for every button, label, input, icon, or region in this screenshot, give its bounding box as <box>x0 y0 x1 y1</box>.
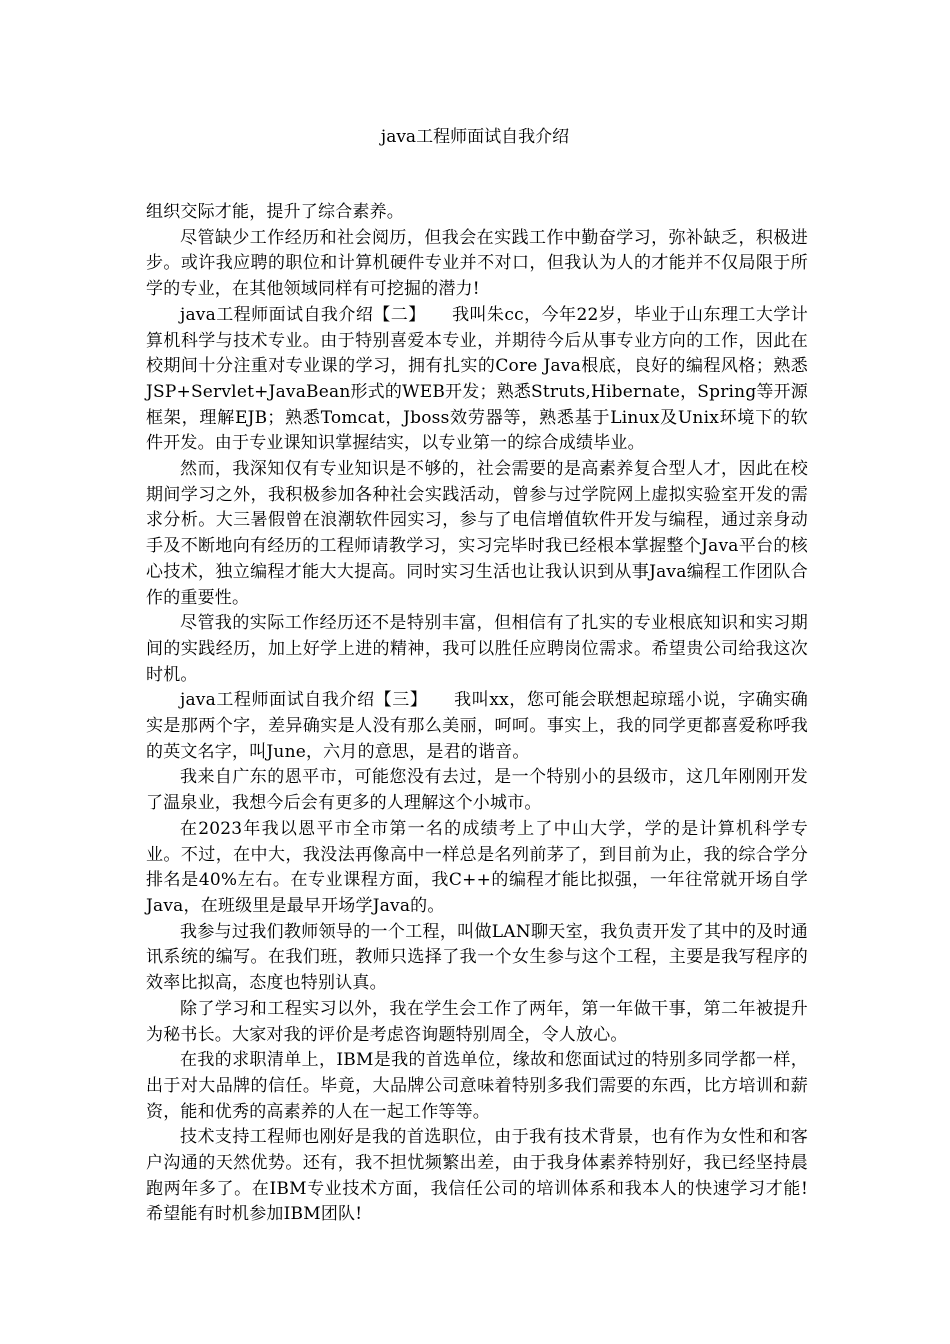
paragraph: 除了学习和工程实习以外，我在学生会工作了两年，第一年做干事，第二年被提升为秘书长。大家对我的评价是考虑咨询题特别周全，令人放心。 <box>146 998 808 1045</box>
paragraph: 技术支持工程师也刚好是我的首选职位，由于我有技术背景，也有作为女性和和客户沟通的天然优势。还有，我不担忧频繁出差，由于我身体素养特别好，我已经坚持晨跑两年多了。在IBM专业技术方面，我信任公司的培训体系和我本人的快速学习才能!希望能有时机参加IBM团队! <box>146 1127 808 1225</box>
paragraph: 尽管缺少工作经历和社会阅历，但我会在实践工作中勤奋学习，弥补缺乏，积极进步。或许我应聘的职位和计算机硬件专业并不对口，但我认为人的才能并不仅局限于所学的专业，在其他领域同样有可挖掘的潜力! <box>146 227 808 300</box>
paragraph: 然而，我深知仅有专业知识是不够的，社会需要的是高素养复合型人才，因此在校期间学习之外，我积极参加各种社会实践活动，曾参与过学院网上虚拟实验室开发的需求分析。大三暑假曾在浪潮软件园实习，参与了电信增值软件开发与编程，通过亲身动手及不断地向有经历的工程师请教学习，实习完毕时我已经根本掌握整个Java平台的核心技术，独立编程才能大大提高。同时实习生活也让我认识到从事Java编程工作团队合作的重要性。 <box>146 459 808 608</box>
document-body <box>146 200 808 1228</box>
paragraph: java工程师面试自我介绍【三】 我叫xx，您可能会联想起琼瑶小说，字确实确实是那两个字，差异确实是人没有那么美丽，呵呵。事实上，我的同学更都喜爱称呼我的英文名字，叫June，六月的意思，是君的谐音。 <box>146 690 808 762</box>
paragraph: 在2023年我以恩平市全市第一名的成绩考上了中山大学，学的是计算机科学专业。不过，在中大，我没法再像高中一样总是名列前茅了，到目前为止，我的综合学分排名是40%左右。在专业课程方面，我C++的编程才能比拟强，一年往常就开场自学Java，在班级里是最早开场学Java的。 <box>146 818 808 916</box>
paragraph: 我来自广东的恩平市，可能您没有去过，是一个特别小的县级市，这几年刚刚开发了温泉业，我想今后会有更多的人理解这个小城市。 <box>146 767 808 814</box>
paragraph: 尽管我的实际工作经历还不是特别丰富，但相信有了扎实的专业根底知识和实习期间的实践经历，加上好学上进的精神，我可以胜任应聘岗位需求。希望贵公司给我这次时机。 <box>146 613 808 685</box>
paragraph: 我参与过我们教师领导的一个工程，叫做LAN聊天室，我负责开发了其中的及时通讯系统的编写。在我们班，教师只选择了我一个女生参与这个工程，主要是我写程序的效率比拟高，态度也特别认真。 <box>146 921 808 994</box>
paragraph: 组织交际才能，提升了综合素养。 <box>146 202 404 222</box>
paragraph: 在我的求职清单上，IBM是我的首选单位，缘故和您面试过的特别多同学都一样，出于对大品牌的信任。毕竟，大品牌公司意味着特别多我们需要的东西，比方培训和薪资，能和优秀的高素养的人在一起工作等等。 <box>146 1050 808 1122</box>
page-title: java工程师面试自我介绍 <box>380 127 570 147</box>
paragraph: java工程师面试自我介绍【二】 我叫朱cc，今年22岁，毕业于山东理工大学计算机科学与技术专业。由于特别喜爱本专业，并期待今后从事专业方向的工作，因此在校期间十分注重对专业课的学习，拥有扎实的Core Java根底，良好的编程风格；熟悉JSP+Servlet+JavaBean形式的WEB开发；熟悉Struts,Hibernate，Spring等开源框架，理解EJB；熟悉Tomcat，Jboss效劳器等，熟悉基于Linux及Unix环境下的软件开发。由于专业课知识掌握结实，以专业第一的综合成绩毕业。 <box>146 304 808 454</box>
